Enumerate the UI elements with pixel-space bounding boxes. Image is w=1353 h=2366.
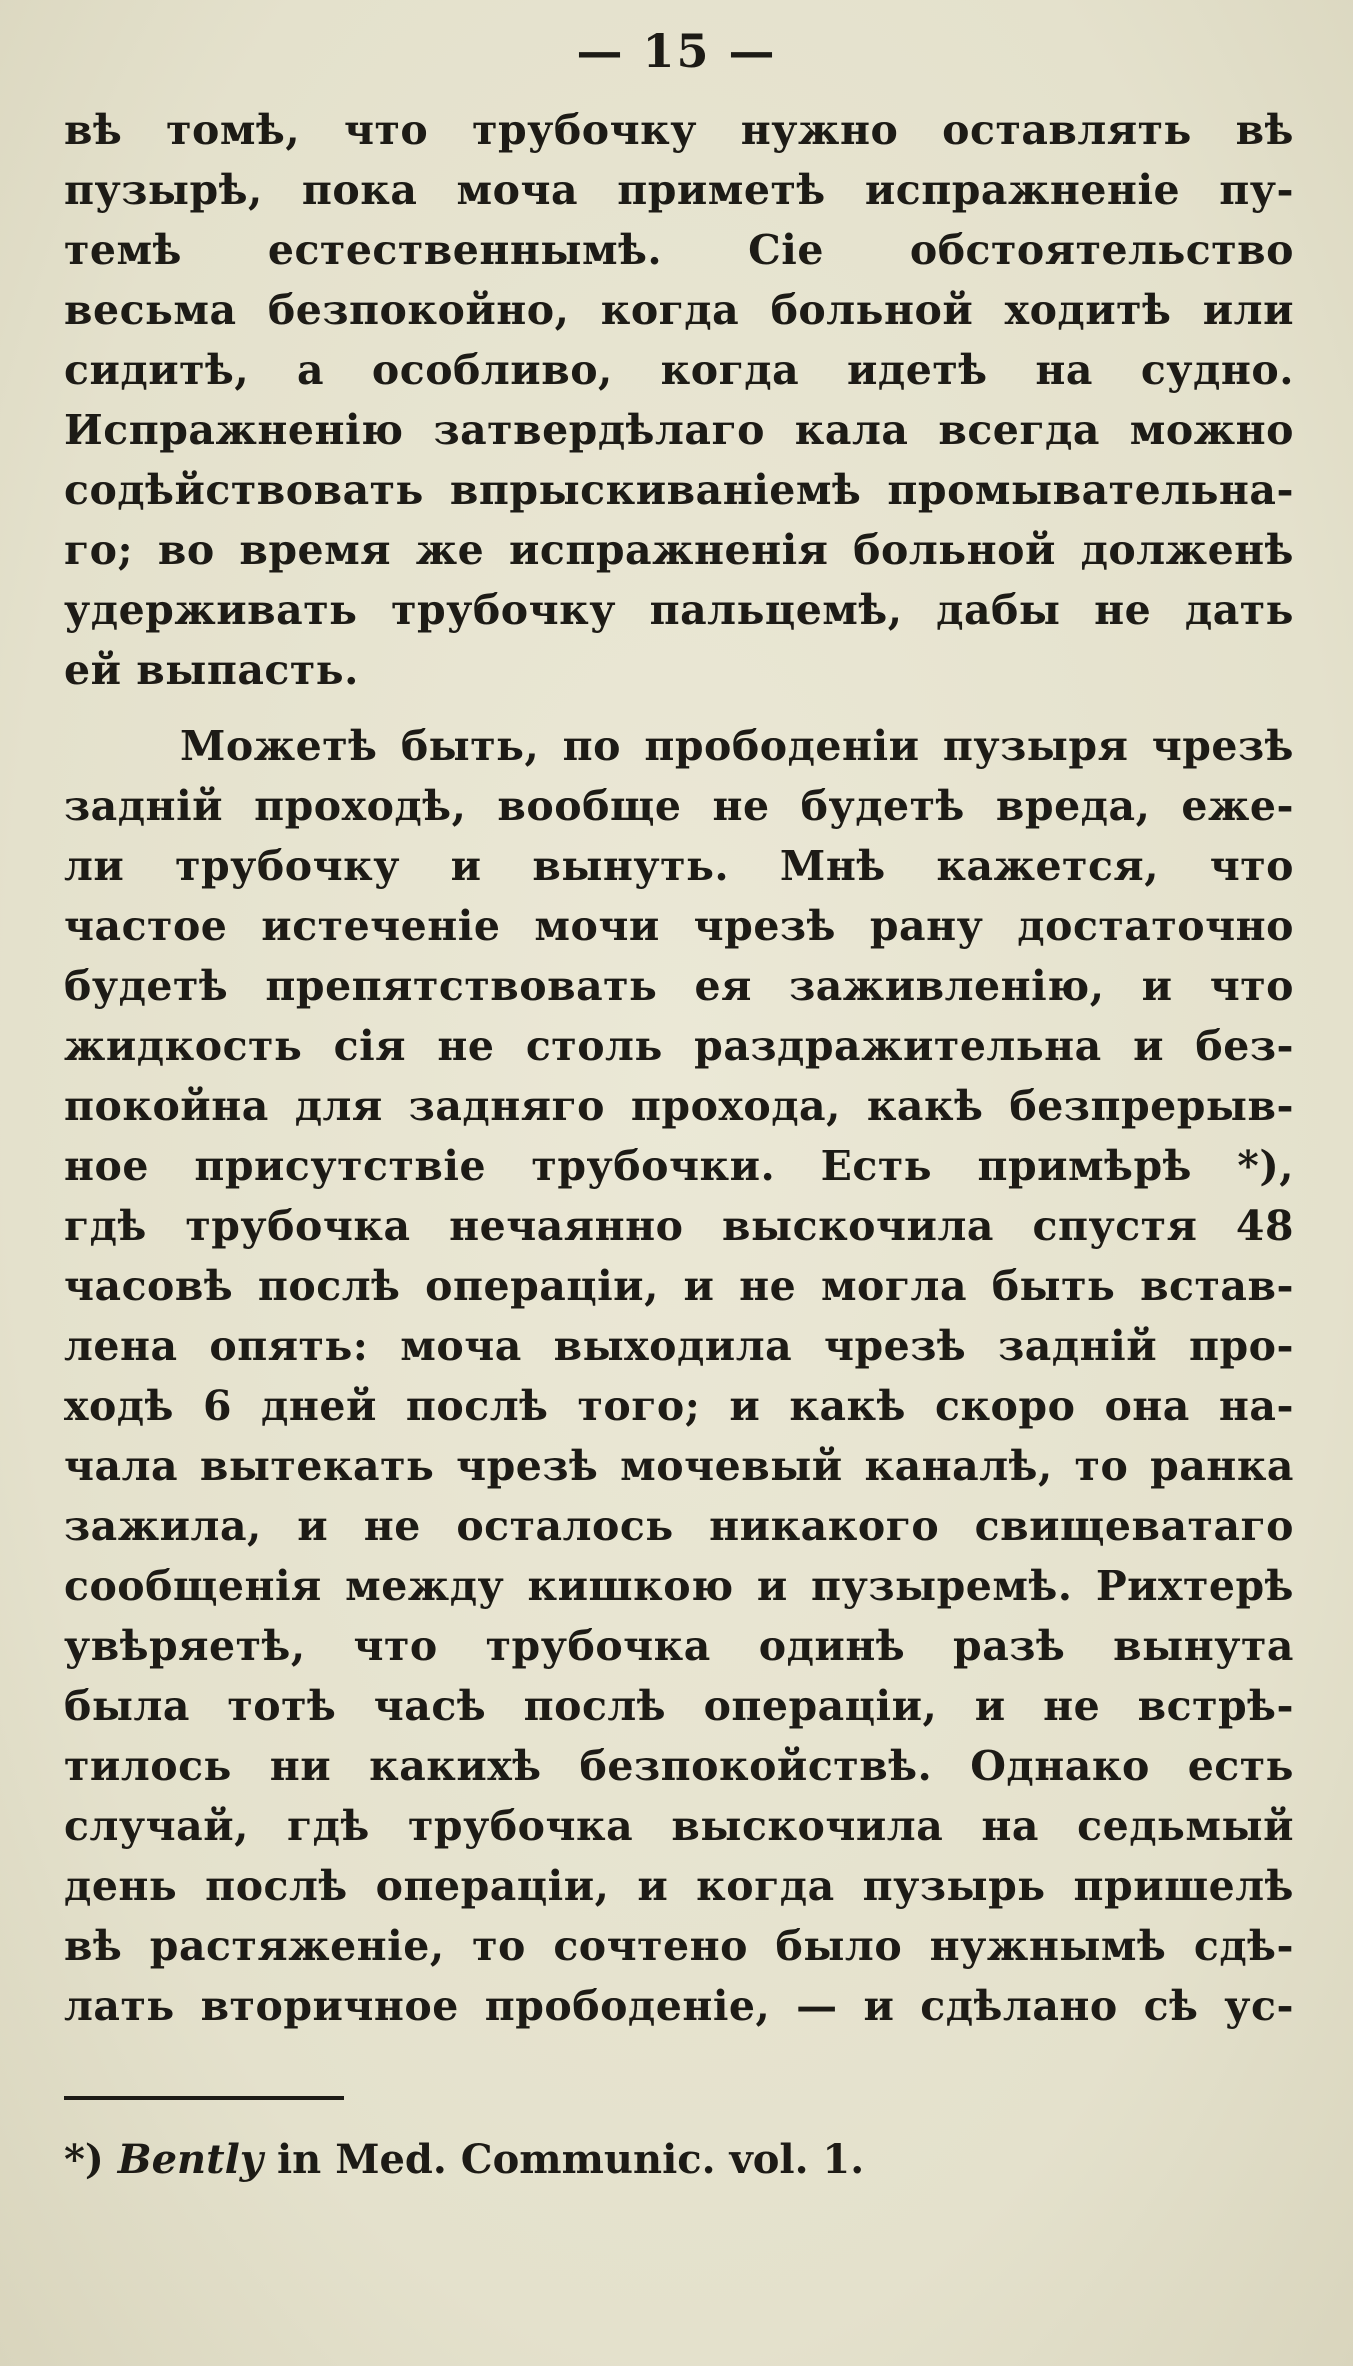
text-line: покойна для задняго прохода, какѣ безпрерыв- bbox=[64, 1082, 1294, 1130]
text-line: задній проходѣ, вообще не будетѣ вреда, еже- bbox=[64, 782, 1294, 830]
footnote bbox=[64, 2130, 864, 2190]
text-line: Можетѣ быть, по прободеніи пузыря чрезѣ bbox=[180, 722, 1294, 770]
text-line: го; во время же испражненія больной долженѣ bbox=[64, 526, 1294, 574]
text-line: вѣ томѣ, что трубочку нужно оставлять вѣ bbox=[64, 106, 1294, 154]
paragraph-gap bbox=[64, 700, 1294, 716]
text-line: день послѣ операціи, и когда пузырь пришелѣ bbox=[64, 1862, 1294, 1910]
text-line: увѣряетѣ, что трубочка одинѣ разѣ вынута bbox=[64, 1622, 1294, 1670]
text-line: удерживать трубочку пальцемѣ, дабы не дать bbox=[64, 586, 1294, 634]
text-line: будетѣ препятствовать ея заживленію, и что bbox=[64, 962, 1294, 1010]
text-line: пузырѣ, пока моча приметѣ испражненіе пу- bbox=[64, 166, 1294, 214]
text-line: ное присутствіе трубочки. Есть примѣрѣ *), bbox=[64, 1142, 1294, 1190]
text-line: сидитѣ, а особливо, когда идетѣ на судно. bbox=[64, 346, 1294, 394]
text-line: гдѣ трубочка нечаянно выскочила спустя 48 bbox=[64, 1202, 1294, 1250]
text-line: лена опять: моча выходила чрезѣ задній про- bbox=[64, 1322, 1294, 1370]
body-text bbox=[64, 100, 1294, 2036]
text-line: тилось ни какихѣ безпокойствѣ. Однако есть bbox=[64, 1742, 1294, 1790]
text-line: чала вытекать чрезѣ мочевый каналѣ, то ранка bbox=[64, 1442, 1294, 1490]
text-line: сообщенія между кишкою и пузыремѣ. Рихтерѣ bbox=[64, 1562, 1294, 1610]
text-line: ли трубочку и вынуть. Мнѣ кажется, что bbox=[64, 842, 1294, 890]
text-line: была тотѣ часѣ послѣ операціи, и не встрѣ- bbox=[64, 1682, 1294, 1730]
text-line: Испражненію затвердѣлаго кала всегда можно bbox=[64, 406, 1294, 454]
text-line: весьма безпокойно, когда больной ходитѣ или bbox=[64, 286, 1294, 334]
footnote-author: Bently bbox=[117, 2136, 264, 2183]
page-number: — 15 — bbox=[576, 24, 777, 78]
text-line: темѣ естественнымѣ. Сіе обстоятельство bbox=[64, 226, 1294, 274]
text-line: ей выпасть. bbox=[64, 646, 359, 694]
text-line: лать вторичное прободеніе, — и сдѣлано сѣ ус- bbox=[64, 1982, 1294, 2030]
footnote-text: in Med. Communic. vol. 1. bbox=[276, 2136, 865, 2183]
footnote-rule bbox=[64, 2096, 344, 2100]
text-line: случай, гдѣ трубочка выскочила на седьмый bbox=[64, 1802, 1294, 1850]
text-line: жидкость сія не столь раздражительна и без- bbox=[64, 1022, 1294, 1070]
text-line: ходѣ 6 дней послѣ того; и какѣ скоро она на- bbox=[64, 1382, 1294, 1430]
text-line: зажила, и не осталось никакого свищеватаго bbox=[64, 1502, 1294, 1550]
text-line: содѣйствовать впрыскиваніемѣ промывательна- bbox=[64, 466, 1294, 514]
footnote-marker: *) bbox=[64, 2136, 104, 2183]
text-line: частое истеченіе мочи чрезѣ рану достаточно bbox=[64, 902, 1294, 950]
text-line: вѣ растяженіе, то сочтено было нужнымѣ сдѣ- bbox=[64, 1922, 1294, 1970]
text-line: часовѣ послѣ операціи, и не могла быть встав- bbox=[64, 1262, 1294, 1310]
